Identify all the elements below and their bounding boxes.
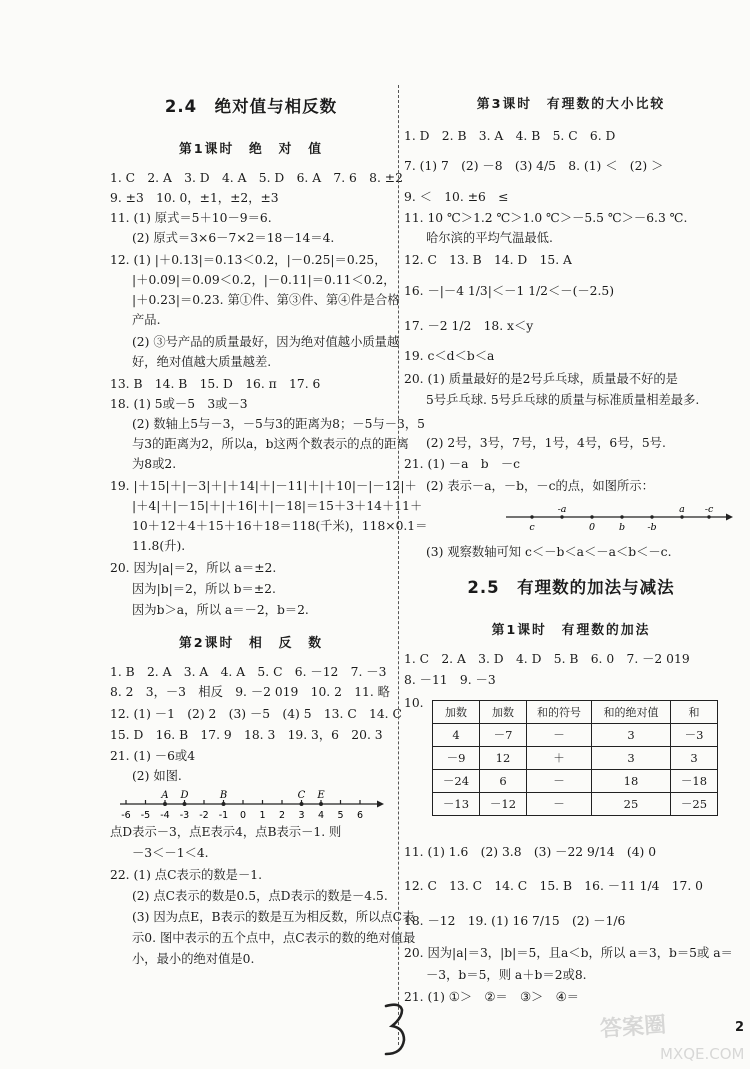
answer-line: 12. C 13. C 14. C 15. B 16. －11 1/4 17. 0: [404, 879, 704, 893]
column-divider: [398, 85, 399, 1045]
table-cell: 12: [480, 747, 527, 770]
watermark-logo: 答案圈: [599, 1012, 667, 1043]
answer-line: 15. D 16. B 17. 9 18. 3 19. 3，6 20. 3: [110, 728, 383, 742]
number-line-point: [680, 515, 683, 518]
answer-line: 12. C 13. B 14. D 15. A: [404, 253, 572, 267]
number-line-figure-2: [504, 505, 736, 535]
answer-line: 7. (1) 7 (2) －8 (3) 4/5 8. (1) ＜ (2) ＞: [404, 159, 664, 173]
table-header: 和: [671, 701, 718, 724]
number-line-tick-label: -6: [121, 810, 131, 821]
answer-line: 为8或2.: [132, 457, 177, 471]
number-line-point-label: -a: [557, 505, 567, 515]
answer-line: 18. (1) 5或－5 3或－3: [110, 397, 248, 411]
table-cell: 25: [592, 793, 671, 816]
answer-line: 产品.: [132, 313, 161, 327]
answer-line: 19. c＜d＜b＜a: [404, 349, 495, 363]
table-row: [433, 747, 718, 770]
number-line-figure: [116, 788, 388, 822]
table-header-row: [433, 701, 718, 724]
answer-line: 1. B 2. A 3. A 4. A 5. C 6. －12 7. －3: [110, 665, 387, 679]
number-line-point: [222, 802, 226, 806]
answer-line: 1. D 2. B 3. A 4. B 5. C 6. D: [404, 129, 616, 143]
answer-line: 因为|b|＝2，所以 b＝±2.: [132, 582, 276, 596]
answer-line: 10.: [404, 696, 424, 710]
table-cell: －: [527, 793, 592, 816]
table-cell: －9: [433, 747, 480, 770]
number-line-point-label: b: [618, 522, 626, 533]
number-line-point: [163, 802, 167, 806]
lesson-1-title: 第1课时 绝 对 值: [178, 142, 324, 157]
answer-line: 20. 因为|a|＝2，所以 a＝±2.: [110, 561, 277, 575]
table-cell: 3: [671, 747, 718, 770]
answer-line: |＋0.23|＝0.23. 第①件、第③件、第④件是合格: [132, 293, 400, 307]
answer-line: 1. C 2. A 3. D 4. D 5. B 6. 0 7. －2 019: [404, 652, 690, 666]
lesson-2-title: 第2课时 相 反 数: [178, 636, 324, 651]
number-line-arrow: [377, 801, 384, 808]
answer-line: |＋0.09|＝0.09＜0.2，|－0.11|＝0.11＜0.2，: [132, 273, 396, 287]
answer-line: 18. －12 19. (1) 16 7/15 (2) －1/6: [404, 914, 626, 928]
handwritten-mark: [380, 1000, 410, 1060]
table-cell: －13: [433, 793, 480, 816]
number-line-tick-label: -5: [140, 810, 151, 821]
table-header: 加数: [480, 701, 527, 724]
table-cell: ＋: [527, 747, 592, 770]
table-cell: 4: [433, 724, 480, 747]
number-line-tick-label: 2: [278, 810, 286, 821]
answer-line: 21. (1) ①＞ ②＝ ③＞ ④＝: [404, 990, 579, 1004]
answer-line: 21. (1) －6或4: [110, 749, 196, 763]
answer-line: 小，最小的绝对值是0.: [132, 952, 255, 966]
number-line-point: [560, 515, 563, 518]
section-title-2-4: 2.4 绝对值与相反数: [164, 97, 338, 116]
answer-line: 12. (1) |＋0.13|＝0.13＜0.2，|－0.25|＝0.25，: [110, 253, 387, 267]
table-cell: －12: [480, 793, 527, 816]
answer-line: 11. (1) 1.6 (2) 3.8 (3) －22 9/14 (4) 0: [404, 845, 657, 859]
answer-line: 示0. 图中表示的五个点中，点C表示的数的绝对值最: [132, 931, 416, 945]
answer-line: 8. 2 3，－3 相反 9. －2 019 10. 2 11. 略: [110, 685, 390, 699]
answer-line: 11. (1) 原式＝5＋10－9＝6.: [110, 211, 272, 225]
table-cell: －7: [480, 724, 527, 747]
answer-line: (3) 因为点E，B表示的数是互为相反数，所以点C表: [132, 910, 415, 924]
number-line-tick-label: -1: [218, 810, 229, 821]
table-row: [433, 770, 718, 793]
number-line-point-label: A: [161, 790, 169, 801]
number-line-point-label: -c: [704, 505, 714, 515]
number-line-point: [650, 515, 653, 518]
number-line-point-label: a: [679, 505, 685, 515]
answer-line: 20. (1) 质量最好的是2号乒乓球，质量最不好的是: [404, 372, 678, 386]
number-line-point: [590, 515, 593, 518]
answer-line: (2) 如图.: [132, 769, 182, 783]
table-header: 和的绝对值: [592, 701, 671, 724]
number-line-point-label: E: [317, 790, 325, 801]
answer-line: 11.8(升).: [132, 539, 186, 553]
answer-line: |＋4|＋|－15|＋|＋16|＋|－18|＝15＋3＋14＋11＋: [132, 499, 423, 513]
answer-line: 哈尔滨的平均气温最低.: [426, 231, 553, 245]
answer-line: 13. B 14. B 15. D 16. π 17. 6: [110, 377, 321, 391]
number-line-tick-label: -2: [199, 810, 209, 821]
answer-line: 21. (1) －a b －c: [404, 457, 521, 471]
answer-line: (2) 表示－a，－b，－c的点，如图所示：: [426, 479, 654, 493]
answer-line: 9. ±3 10. 0，±1，±2，±3: [110, 191, 279, 205]
answer-line: 与3的距离为2，所以a，b这两个数表示的点的距离: [132, 437, 409, 451]
answer-line: 点D表示－3，点E表示4，点B表示－1. 则: [110, 825, 342, 839]
number-line-tick-label: 1: [259, 810, 266, 821]
number-line-tick-label: -4: [160, 810, 170, 821]
number-line-point: [620, 515, 623, 518]
answer-line: 11. 10 ℃＞1.2 ℃＞1.0 ℃＞－5.5 ℃＞－6.3 ℃.: [404, 211, 688, 225]
answer-table-10: [432, 700, 718, 816]
number-line-tick-label: 3: [298, 810, 305, 821]
answer-line: 1. C 2. A 3. D 4. A 5. D 6. A 7. 6 8. ±2: [110, 171, 403, 185]
section-title-2-5: 2.5 有理数的加法与减法: [467, 578, 675, 597]
number-line-tick-label: 5: [337, 810, 344, 821]
number-line-tick-label: 6: [356, 810, 364, 821]
answer-line: －3，b＝5，则 a＋b＝2或8.: [426, 968, 587, 982]
number-line-point-label: B: [219, 790, 228, 801]
answer-line: 16. －|－4 1/3|＜－1 1/2＜－(－2.5): [404, 284, 615, 298]
number-line-point: [183, 802, 187, 806]
table-cell: －: [527, 770, 592, 793]
table-cell: －: [527, 724, 592, 747]
table-cell: －24: [433, 770, 480, 793]
answer-line: 因为b＞a，所以 a＝－2，b＝2.: [132, 603, 309, 617]
answer-line: 好，绝对值越大质量越差.: [132, 355, 272, 369]
answer-line: 20. 因为|a|＝3，|b|＝5，且a＜b，所以 a＝3，b＝5或 a＝: [404, 946, 733, 960]
watermark-url: MXQE.COM: [660, 1045, 745, 1063]
number-line-point-label: 0: [588, 522, 596, 533]
answer-line: (2) 原式＝3×6－7×2＝18－14＝4.: [132, 231, 335, 245]
number-line-point-label: D: [180, 790, 189, 801]
answer-line: 12. (1) －1 (2) 2 (3) －5 (4) 5 13. C 14. C: [110, 707, 402, 721]
answer-line: 9. ＜ 10. ±6 ≤: [404, 190, 509, 204]
number-line-point: [530, 515, 533, 518]
number-line-point-label: C: [297, 790, 306, 801]
table-cell: 18: [592, 770, 671, 793]
lesson-1-title-2: 第1课时 有理数的加法: [491, 623, 651, 638]
number-line-tick-label: -3: [179, 810, 190, 821]
number-line-point-label: -b: [647, 522, 657, 533]
lesson-3-title: 第3课时 有理数的大小比较: [476, 97, 666, 112]
table-cell: －3: [671, 724, 718, 747]
answer-line: 22. (1) 点C表示的数是－1.: [110, 868, 263, 882]
answer-line: 19. |＋15|＋|－3|＋|＋14|＋|－11|＋|＋10|－|－12|＋: [110, 479, 417, 493]
table-header: 加数: [433, 701, 480, 724]
table-cell: 3: [592, 724, 671, 747]
answer-line: (2) 点C表示的数是0.5，点D表示的数是－4.5.: [132, 889, 388, 903]
table-cell: －18: [671, 770, 718, 793]
number-line-arrow: [726, 514, 733, 521]
page-number: 2: [735, 1020, 745, 1035]
number-line-point: [300, 802, 304, 806]
answer-line: 10＋12＋4＋15＋16＋18＝118(千米)，118×0.1＝: [132, 519, 428, 533]
number-line-point: [319, 802, 323, 806]
answer-line: 17. －2 1/2 18. x＜y: [404, 319, 534, 333]
table-row: [433, 724, 718, 747]
answer-line: (2) ③号产品的质量最好，因为绝对值越小质量越: [132, 335, 400, 349]
answer-line: (2) 2号，3号，7号，1号，4号，6号，5号.: [426, 436, 666, 450]
table-cell: 6: [480, 770, 527, 793]
number-line-tick-label: 0: [239, 810, 247, 821]
answer-line: －3＜－1＜4.: [132, 846, 209, 860]
table-header: 和的符号: [527, 701, 592, 724]
table-cell: 3: [592, 747, 671, 770]
answer-line: 5号乒乓球. 5号乒乓球的质量与标准质量相差最多.: [426, 393, 700, 407]
table-row: [433, 793, 718, 816]
number-line-point-label: c: [529, 522, 535, 533]
answer-line: 8. －11 9. －3: [404, 673, 496, 687]
number-line-point: [707, 515, 710, 518]
answer-line: (2) 数轴上5与－3，－5与3的距离为8；－5与－3，5: [132, 417, 425, 431]
number-line-tick-label: 4: [317, 810, 325, 821]
answer-line: (3) 观察数轴可知 c＜－b＜a＜－a＜b＜－c.: [426, 545, 672, 559]
table-cell: －25: [671, 793, 718, 816]
